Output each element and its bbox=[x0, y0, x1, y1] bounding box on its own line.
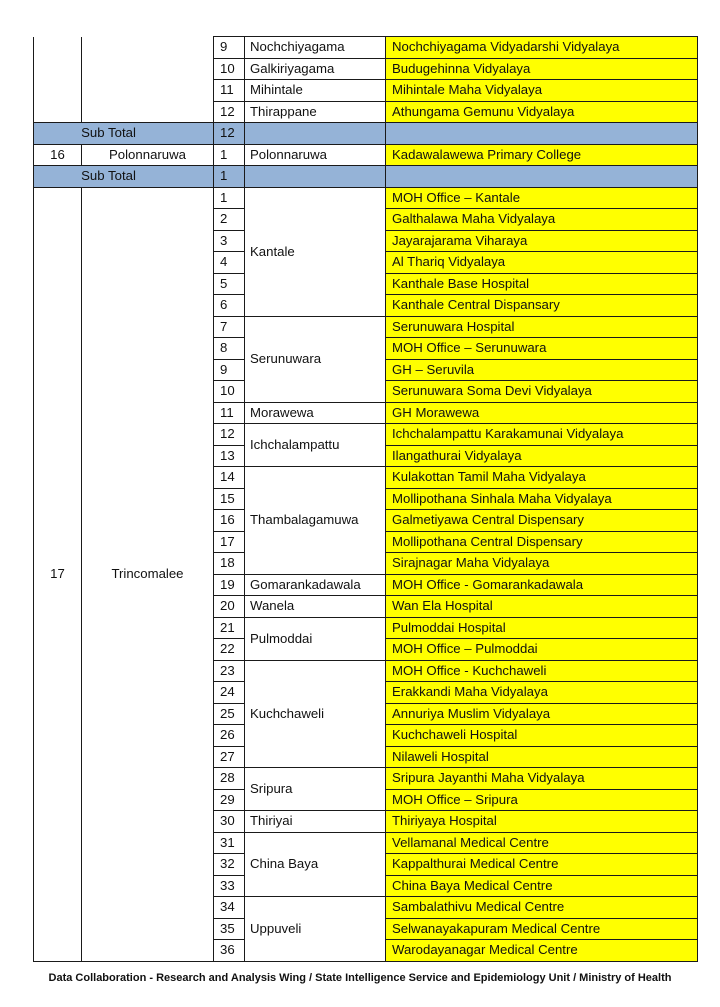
division-cell: Morawewa bbox=[245, 402, 386, 424]
row-number-cell: 9 bbox=[214, 37, 245, 59]
table-row bbox=[34, 187, 698, 209]
division-cell: Gomarankadawala bbox=[245, 574, 386, 596]
row-number-cell: 28 bbox=[214, 768, 245, 790]
location-cell: Sripura Jayanthi Maha Vidyalaya bbox=[386, 768, 698, 790]
location-cell: MOH Office – Sripura bbox=[386, 789, 698, 811]
location-cell: Annuriya Muslim Vidyalaya bbox=[386, 703, 698, 725]
vaccination-centres-table bbox=[33, 36, 698, 962]
location-cell: Selwanayakapuram Medical Centre bbox=[386, 918, 698, 940]
row-number-cell: 2 bbox=[214, 209, 245, 231]
row-number-cell: 13 bbox=[214, 445, 245, 467]
division-cell: Galkiriyagama bbox=[245, 58, 386, 80]
row-number-cell: 34 bbox=[214, 897, 245, 919]
subtotal-row bbox=[34, 123, 698, 145]
row-number-cell: 14 bbox=[214, 467, 245, 489]
location-cell: Serunuwara Soma Devi Vidyalaya bbox=[386, 381, 698, 403]
location-cell: Nochchiyagama Vidyadarshi Vidyalaya bbox=[386, 37, 698, 59]
location-cell: Vellamanal Medical Centre bbox=[386, 832, 698, 854]
division-cell: Serunuwara bbox=[245, 316, 386, 402]
district-name-cell: Polonnaruwa bbox=[82, 144, 214, 166]
location-cell: Sirajnagar Maha Vidyalaya bbox=[386, 553, 698, 575]
district-number-cell bbox=[34, 37, 82, 123]
row-number-cell: 7 bbox=[214, 316, 245, 338]
location-cell: Kanthale Central Dispansary bbox=[386, 295, 698, 317]
location-cell: MOH Office - Kuchchaweli bbox=[386, 660, 698, 682]
row-number-cell: 27 bbox=[214, 746, 245, 768]
row-number-cell: 18 bbox=[214, 553, 245, 575]
location-cell: Jayarajarama Viharaya bbox=[386, 230, 698, 252]
location-cell: MOH Office – Pulmoddai bbox=[386, 639, 698, 661]
subtotal-count: 1 bbox=[214, 166, 245, 188]
district-name-cell bbox=[82, 37, 214, 123]
row-number-cell: 15 bbox=[214, 488, 245, 510]
location-cell: Kappalthurai Medical Centre bbox=[386, 854, 698, 876]
row-number-cell: 10 bbox=[214, 58, 245, 80]
subtotal-count: 12 bbox=[214, 123, 245, 145]
row-number-cell: 4 bbox=[214, 252, 245, 274]
table-row bbox=[34, 144, 698, 166]
row-number-cell: 3 bbox=[214, 230, 245, 252]
location-cell: MOH Office - Gomarankadawala bbox=[386, 574, 698, 596]
division-cell: China Baya bbox=[245, 832, 386, 897]
row-number-cell: 10 bbox=[214, 381, 245, 403]
location-cell: Mollipothana Central Dispensary bbox=[386, 531, 698, 553]
row-number-cell: 9 bbox=[214, 359, 245, 381]
location-cell: GH – Seruvila bbox=[386, 359, 698, 381]
row-number-cell: 22 bbox=[214, 639, 245, 661]
location-cell: Budugehinna Vidyalaya bbox=[386, 58, 698, 80]
location-cell: GH Morawewa bbox=[386, 402, 698, 424]
row-number-cell: 25 bbox=[214, 703, 245, 725]
row-number-cell: 35 bbox=[214, 918, 245, 940]
location-cell: Al Thariq Vidyalaya bbox=[386, 252, 698, 274]
location-cell: Athungama Gemunu Vidyalaya bbox=[386, 101, 698, 123]
location-cell: Ichchalampattu Karakamunai Vidyalaya bbox=[386, 424, 698, 446]
row-number-cell: 17 bbox=[214, 531, 245, 553]
row-number-cell: 8 bbox=[214, 338, 245, 360]
location-cell: Galthalawa Maha Vidyalaya bbox=[386, 209, 698, 231]
division-cell: Thambalagamuwa bbox=[245, 467, 386, 575]
location-cell: Mollipothana Sinhala Maha Vidyalaya bbox=[386, 488, 698, 510]
division-cell: Kantale bbox=[245, 187, 386, 316]
row-number-cell: 21 bbox=[214, 617, 245, 639]
subtotal-label: Sub Total bbox=[34, 166, 214, 188]
subtotal-row bbox=[34, 166, 698, 188]
location-cell: Kulakottan Tamil Maha Vidyalaya bbox=[386, 467, 698, 489]
division-cell: Polonnaruwa bbox=[245, 144, 386, 166]
location-cell: Serunuwara Hospital bbox=[386, 316, 698, 338]
location-cell: Kadawalawewa Primary College bbox=[386, 144, 698, 166]
location-cell: Ilangathurai Vidyalaya bbox=[386, 445, 698, 467]
row-number-cell: 31 bbox=[214, 832, 245, 854]
row-number-cell: 33 bbox=[214, 875, 245, 897]
division-cell: Mihintale bbox=[245, 80, 386, 102]
division-cell: Thirappane bbox=[245, 101, 386, 123]
page-footer: Data Collaboration - Research and Analysis Wing / State Intelligence Service and Epidemiology Unit / Ministry of Health bbox=[48, 972, 672, 984]
location-cell: MOH Office – Kantale bbox=[386, 187, 698, 209]
location-cell: Erakkandi Maha Vidyalaya bbox=[386, 682, 698, 704]
row-number-cell: 26 bbox=[214, 725, 245, 747]
location-cell: Thiriyaya Hospital bbox=[386, 811, 698, 833]
row-number-cell: 30 bbox=[214, 811, 245, 833]
subtotal-empty-cell bbox=[245, 123, 386, 145]
location-cell: China Baya Medical Centre bbox=[386, 875, 698, 897]
division-cell: Kuchchaweli bbox=[245, 660, 386, 768]
row-number-cell: 32 bbox=[214, 854, 245, 876]
location-cell: Mihintale Maha Vidyalaya bbox=[386, 80, 698, 102]
division-cell: Nochchiyagama bbox=[245, 37, 386, 59]
subtotal-empty-cell bbox=[386, 166, 698, 188]
subtotal-empty-cell bbox=[386, 123, 698, 145]
division-cell: Uppuveli bbox=[245, 897, 386, 962]
location-cell: Nilaweli Hospital bbox=[386, 746, 698, 768]
document-page bbox=[33, 36, 697, 962]
row-number-cell: 16 bbox=[214, 510, 245, 532]
row-number-cell: 23 bbox=[214, 660, 245, 682]
row-number-cell: 12 bbox=[214, 424, 245, 446]
location-cell: Kuchchaweli Hospital bbox=[386, 725, 698, 747]
row-number-cell: 19 bbox=[214, 574, 245, 596]
row-number-cell: 1 bbox=[214, 187, 245, 209]
location-cell: MOH Office – Serunuwara bbox=[386, 338, 698, 360]
location-cell: Wan Ela Hospital bbox=[386, 596, 698, 618]
table-row bbox=[34, 37, 698, 59]
district-number-cell: 16 bbox=[34, 144, 82, 166]
row-number-cell: 11 bbox=[214, 80, 245, 102]
row-number-cell: 12 bbox=[214, 101, 245, 123]
row-number-cell: 5 bbox=[214, 273, 245, 295]
division-cell: Wanela bbox=[245, 596, 386, 618]
row-number-cell: 24 bbox=[214, 682, 245, 704]
district-number-cell: 17 bbox=[34, 187, 82, 961]
row-number-cell: 36 bbox=[214, 940, 245, 962]
division-cell: Sripura bbox=[245, 768, 386, 811]
row-number-cell: 6 bbox=[214, 295, 245, 317]
location-cell: Sambalathivu Medical Centre bbox=[386, 897, 698, 919]
location-cell: Kanthale Base Hospital bbox=[386, 273, 698, 295]
location-cell: Pulmoddai Hospital bbox=[386, 617, 698, 639]
row-number-cell: 11 bbox=[214, 402, 245, 424]
row-number-cell: 1 bbox=[214, 144, 245, 166]
row-number-cell: 29 bbox=[214, 789, 245, 811]
division-cell: Pulmoddai bbox=[245, 617, 386, 660]
location-cell: Warodayanagar Medical Centre bbox=[386, 940, 698, 962]
division-cell: Ichchalampattu bbox=[245, 424, 386, 467]
table-body bbox=[34, 37, 698, 962]
location-cell: Galmetiyawa Central Dispensary bbox=[386, 510, 698, 532]
division-cell: Thiriyai bbox=[245, 811, 386, 833]
subtotal-label: Sub Total bbox=[34, 123, 214, 145]
row-number-cell: 20 bbox=[214, 596, 245, 618]
subtotal-empty-cell bbox=[245, 166, 386, 188]
district-name-cell: Trincomalee bbox=[82, 187, 214, 961]
